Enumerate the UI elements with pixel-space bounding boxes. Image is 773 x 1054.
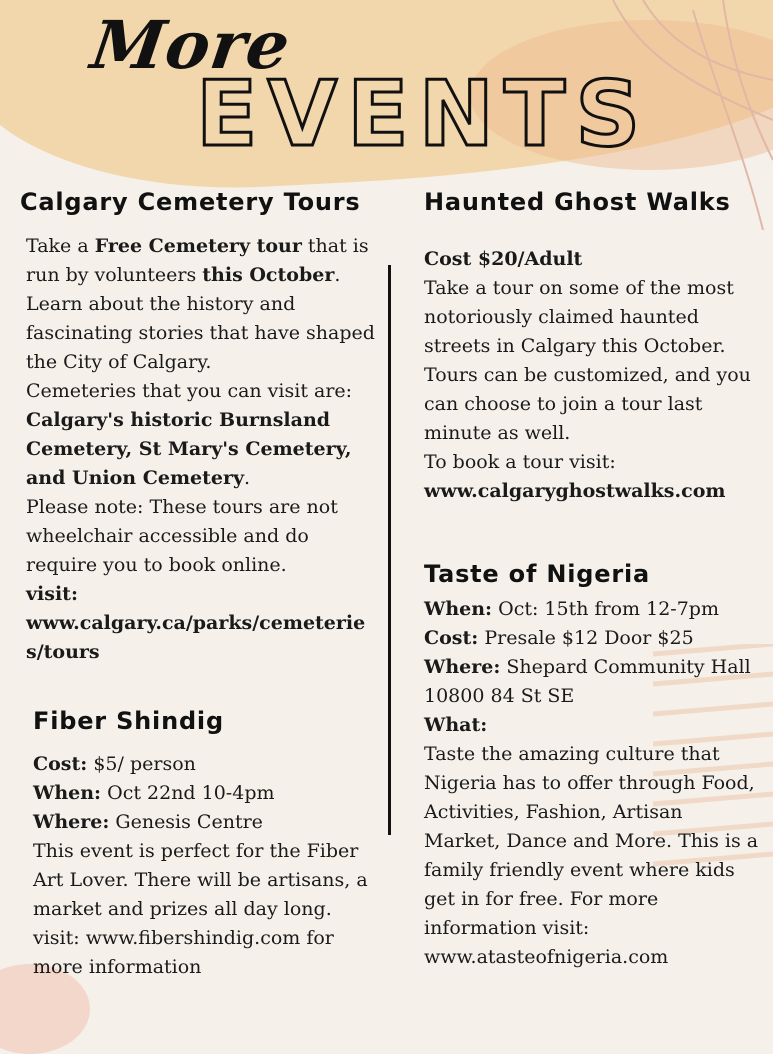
column-divider [388, 265, 391, 835]
cemetery-heading: Calgary Cemetery Tours [20, 188, 361, 216]
fiber-visit-link[interactable]: visit: www.fibershindig.com for more information [33, 927, 334, 978]
ghost-heading: Haunted Ghost Walks [424, 188, 731, 216]
nigeria-details: When: Oct: 15th from 12-7pm Cost: Presale $12 Door $25 Where: Shepard Community Hall 10800 84 St SE What: Taste the amazing culture that Nigeria has to offer through Food, Activities, Fashion, Artisan Market, Dance and More. This is a family friendly event where kids get in for free. For more information visit: www.atasteofnigeria.com [424, 598, 759, 968]
title-events: EVENTS [196, 62, 651, 167]
ghost-url[interactable]: www.calgaryghostwalks.com [424, 480, 726, 502]
nigeria-url[interactable]: www.atasteofnigeria.com [424, 946, 669, 968]
cemetery-description: Take a Free Cemetery tour that is run by volunteers this October. Learn about the history and fascinating stories that have shaped the City of Calgary. Cemeteries that you can visit are: Calgary's historic Burnsland Cemetery, St Mary's Cemetery, and Union Cemetery. Please note: These tours are not wheelchair accessible and do require you to book online. visit: www.calgary.ca/parks/cemeteries/tours [26, 235, 375, 663]
cemetery-url[interactable]: www.calgary.ca/parks/cemeteries/tours [26, 612, 366, 663]
ghost-details: Cost $20/Adult Take a tour on some of the most notoriously claimed haunted streets in Calgary this October. Tours can be customized, and you can choose to join a tour last minute as well. To book a tour visit: www.calgaryghostwalks.com [424, 248, 751, 502]
fiber-details: Cost: $5/ person When: Oct 22nd 10-4pm Where: Genesis Centre This event is perfect for the Fiber Art Lover. There will be artisans, a market and prizes all day long. visit: www.fibershindig.com for more information [33, 753, 368, 978]
fiber-heading: Fiber Shindig [33, 707, 224, 735]
nigeria-heading: Taste of Nigeria [424, 560, 650, 588]
title-more: More [86, 6, 296, 84]
